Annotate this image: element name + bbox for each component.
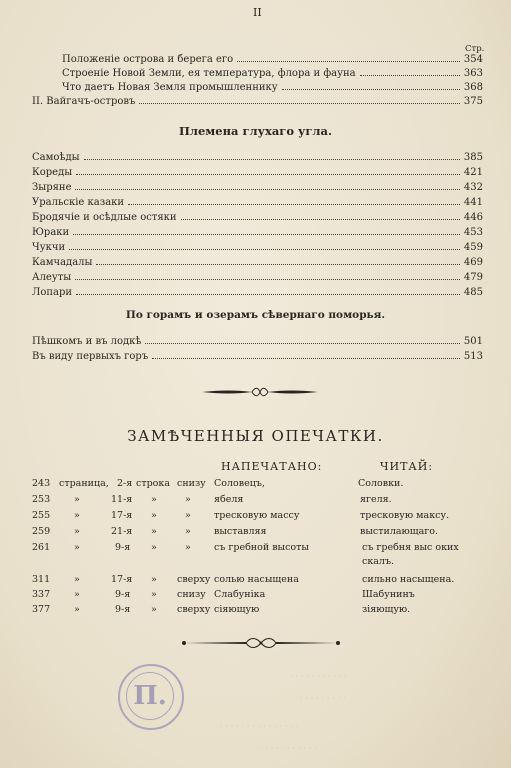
toc-dot-leader [75, 279, 460, 280]
errata-printed: сіяющую [214, 604, 260, 615]
toc-entry [32, 182, 483, 195]
errata-line: 11-я [111, 494, 133, 505]
errata-page: 243 [32, 478, 51, 489]
toc-dot-leader [237, 61, 460, 62]
toc-entry [32, 287, 483, 300]
toc-dot-leader [282, 89, 460, 90]
errata-printed: Слабуніка [214, 589, 266, 600]
toc-entry [32, 96, 483, 109]
errata-pos: сверху [177, 604, 211, 615]
toc-entry-page: 375 [463, 96, 483, 107]
toc-entry-page: 479 [463, 272, 483, 283]
errata-col1: » [74, 542, 80, 553]
errata-read: съ гребня выс оких [362, 542, 459, 553]
toc-entry [32, 336, 483, 349]
errata-pos: снизу [177, 478, 206, 489]
errata-line: 9-я [115, 542, 131, 553]
toc-entry-page: 441 [463, 197, 483, 208]
errata-page: 255 [32, 510, 51, 521]
errata-col2: » [151, 589, 157, 600]
toc-entry [32, 197, 483, 210]
errata-printed: Соловецъ, [214, 478, 265, 489]
toc-entry [62, 82, 483, 95]
errata-read: тресковую максу. [360, 510, 450, 521]
errata-printed: выставляя [214, 526, 267, 537]
errata-col1: » [74, 604, 80, 615]
errata-col2: » [151, 604, 157, 615]
errata-read: выстилающаго. [360, 526, 438, 537]
ornament-divider-icon [200, 386, 320, 398]
errata-pos: » [185, 510, 191, 521]
errata-col2: » [151, 526, 157, 537]
toc-entry [32, 272, 483, 285]
errata-line: 2-я [117, 478, 133, 489]
toc-entry-label: Уральскіе казаки [32, 197, 125, 208]
show-through-text: · · · · · · · · · · · [290, 672, 347, 682]
show-through-text: · · · · · · · · · · · · · · · [220, 722, 299, 732]
toc-dot-leader [76, 174, 460, 175]
toc-dot-leader [73, 234, 460, 235]
ornament-divider-icon [180, 636, 342, 650]
errata-read: Шабунинъ [362, 589, 415, 600]
errata-read: сильно насыщена. [362, 574, 455, 585]
errata-line: 17-я [111, 510, 133, 521]
errata-page: 377 [32, 604, 51, 615]
errata-printed: солью насыщена [214, 574, 299, 585]
toc-dot-leader [145, 343, 459, 344]
errata-pos: снизу [177, 589, 206, 600]
errata-col2: строка [136, 478, 170, 489]
errata-page: 311 [32, 574, 51, 585]
errata-line: 21-я [111, 526, 133, 537]
errata-read: ягеля. [360, 494, 392, 505]
toc-entry-page: 363 [463, 68, 483, 79]
errata-col1: страница, [59, 478, 109, 489]
toc-entry-page: 421 [463, 167, 483, 178]
errata-pos: сверху [177, 574, 211, 585]
errata-page: 259 [32, 526, 51, 537]
errata-col2: » [151, 494, 157, 505]
toc-entry [32, 351, 483, 364]
toc-dot-leader [139, 103, 460, 104]
section-title-mountains: По горамъ и озерамъ сѣвернаго поморья. [125, 309, 386, 321]
toc-entry [32, 212, 483, 225]
errata-printed: съ гребной высоты [214, 542, 309, 553]
toc-entry-label: Юраки [32, 227, 70, 238]
toc-entry-label: Въ виду первыхъ горъ [32, 351, 149, 362]
page-column-label: Стр. [465, 44, 485, 54]
toc-entry-label: Камчадалы [32, 257, 93, 268]
section-title-tribes: Племена глухаго угла. [179, 124, 332, 138]
errata-pos: » [185, 526, 191, 537]
toc-dot-leader [76, 294, 460, 295]
errata-page: 337 [32, 589, 51, 600]
errata-line: 17-я [111, 574, 133, 585]
toc-entry-label: Чукчи [32, 242, 66, 253]
show-through-text: · · · · · · · · · · · [260, 744, 317, 754]
toc-entry [62, 54, 483, 67]
errata-line: 9-я [115, 589, 131, 600]
toc-entry-page: 513 [463, 351, 483, 362]
toc-entry-label: Зыряне [32, 182, 72, 193]
errata-header-printed: НАПЕЧАТАНО: [221, 460, 323, 473]
errata-printed: ябеля [214, 494, 244, 505]
toc-dot-leader [75, 189, 459, 190]
toc-entry-label: Самоѣды [32, 152, 80, 163]
errata-read: Соловки. [358, 478, 404, 489]
errata-col1: » [74, 526, 80, 537]
errata-pos: » [185, 494, 191, 505]
errata-col1: » [74, 510, 80, 521]
toc-entry-label: Положеніе острова и берега его [62, 54, 234, 65]
toc-entry-label: Что даетъ Новая Земля промышленнику [62, 82, 278, 93]
toc-entry-page: 485 [463, 287, 483, 298]
errata-col1: » [74, 589, 80, 600]
toc-entry [32, 227, 483, 240]
errata-pos: » [185, 542, 191, 553]
toc-entry [32, 242, 483, 255]
toc-entry-page: 385 [463, 152, 483, 163]
toc-entry-label: Лопари [32, 287, 73, 298]
toc-entry-label: Строеніе Новой Земли, ея температура, флора и фауна [62, 68, 356, 79]
show-through-text: · · · · · · · · · [300, 694, 346, 704]
errata-col2: » [151, 542, 157, 553]
toc-entry-page: 446 [463, 212, 483, 223]
toc-entry-label: Кореды [32, 167, 73, 178]
toc-entry [32, 257, 483, 270]
page-number: II [253, 6, 262, 19]
toc-dot-leader [128, 204, 460, 205]
stamp-letter: П. [126, 672, 174, 720]
library-stamp [118, 664, 184, 730]
toc-entry [62, 68, 483, 81]
toc-dot-leader [96, 264, 459, 265]
errata-read: зіяющую. [362, 604, 411, 615]
errata-header-read: ЧИТАЙ: [380, 460, 434, 473]
toc-dot-leader [69, 249, 460, 250]
toc-entry-page: 469 [463, 257, 483, 268]
toc-entry-page: 432 [463, 182, 483, 193]
toc-entry-label: Алеуты [32, 272, 72, 283]
toc-entry-page: 501 [463, 336, 483, 347]
errata-line: 9-я [115, 604, 131, 615]
errata-printed: тресковую массу [214, 510, 300, 521]
errata-page: 253 [32, 494, 51, 505]
toc-entry-label: Пѣшкомъ и въ лодкѣ [32, 336, 142, 347]
errata-page: 261 [32, 542, 51, 553]
toc-dot-leader [181, 219, 460, 220]
errata-col2: » [151, 574, 157, 585]
toc-dot-leader [152, 358, 460, 359]
toc-entry [32, 167, 483, 180]
toc-entry-page: 354 [463, 54, 483, 65]
toc-dot-leader [360, 75, 460, 76]
toc-entry-label: Бродячіе и осѣдлые остяки [32, 212, 177, 223]
toc-dot-leader [84, 159, 460, 160]
errata-title: ЗАМѢЧЕННЫЯ ОПЕЧАТКИ. [127, 427, 384, 445]
errata-col2: » [151, 510, 157, 521]
toc-entry-label: II. Вайгачъ-островъ [32, 96, 136, 107]
toc-entry-page: 453 [463, 227, 483, 238]
errata-col1: » [74, 494, 80, 505]
errata-read-continuation: скалъ. [362, 556, 395, 567]
toc-entry-page: 368 [463, 82, 483, 93]
toc-entry [32, 152, 483, 165]
errata-col1: » [74, 574, 80, 585]
toc-entry-page: 459 [463, 242, 483, 253]
